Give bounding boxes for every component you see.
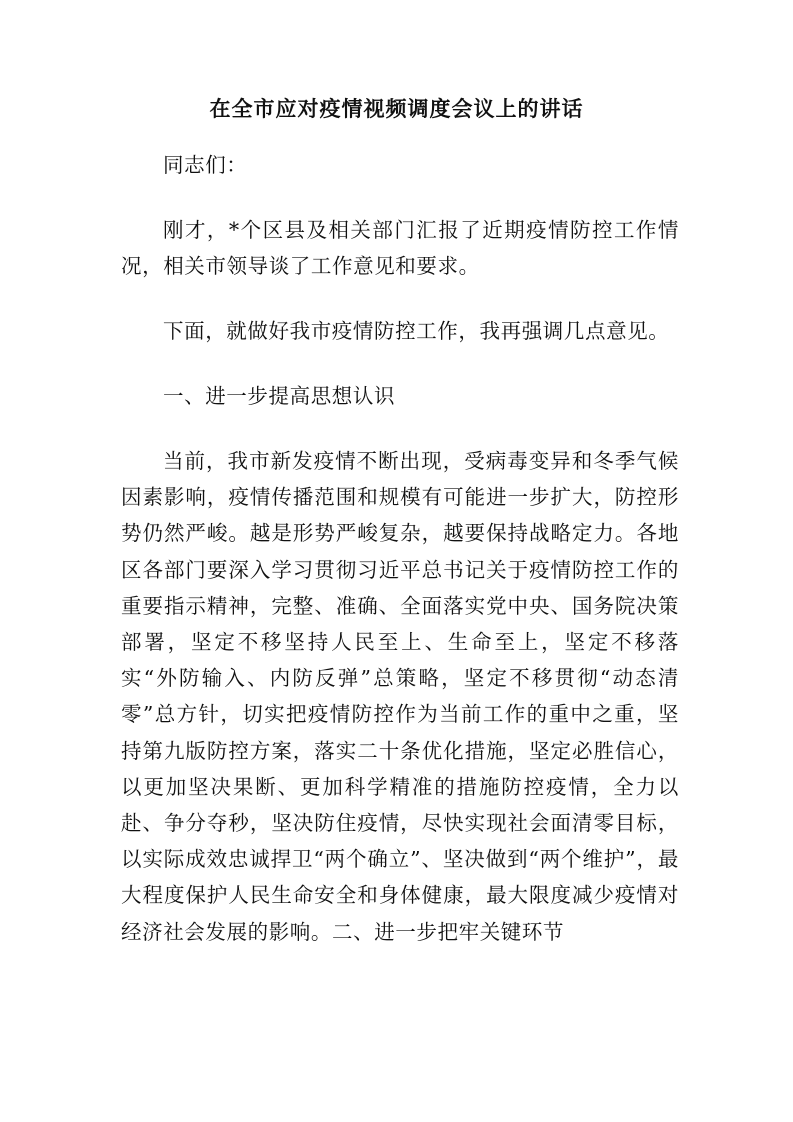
intro-paragraph: 刚才，*个区县及相关部门汇报了近期疫情防控工作情况，相关市领导谈了工作意见和要求。 [121,218,679,278]
next-paragraph: 下面，就做好我市疫情防控工作，我再强调几点意见。 [163,319,670,343]
document-title: 在全市应对疫情视频调度会议上的讲话 [209,96,584,121]
body-paragraph: 当前，我市新发疫情不断出现，受病毒变异和冬季气候因素影响，疫情传播范围和规模有可能进一步扩大，防控形势仍然严峻。越是形势严峻复杂，越要保持战略定力。各地区各部门要深入学习贯彻习近平总书记关于疫情防控工作的重要指示精神，完整、准确、全面落实党中央、国务院决策部署，坚定不移坚持人民至上、生命至上，坚定不移落实“外防输入、内防反弹”总策略，坚定不移贯彻“动态清零”总方针，切实把疫情防控作为当前工作的重中之重，坚持第九版防控方案，落实二十条优化措施，坚定必胜信心，以更加坚决果断、更加科学精准的措施防控疫情，全力以赴、争分夺秒，坚决防住疫情，尽快实现社会面清零目标，以实际成效忠诚捍卫“两个确立”、坚决做到“两个维护”，最大程度保护人民生命安全和身体健康，最大限度减少疫情对经济社会发展的影响。二、进一步把牢关键环节 [121,449,679,944]
section-heading-one: 一、进一步提高思想认识 [163,384,396,408]
document-body [121,145,679,950]
greeting-paragraph: 同志们： [163,153,248,177]
